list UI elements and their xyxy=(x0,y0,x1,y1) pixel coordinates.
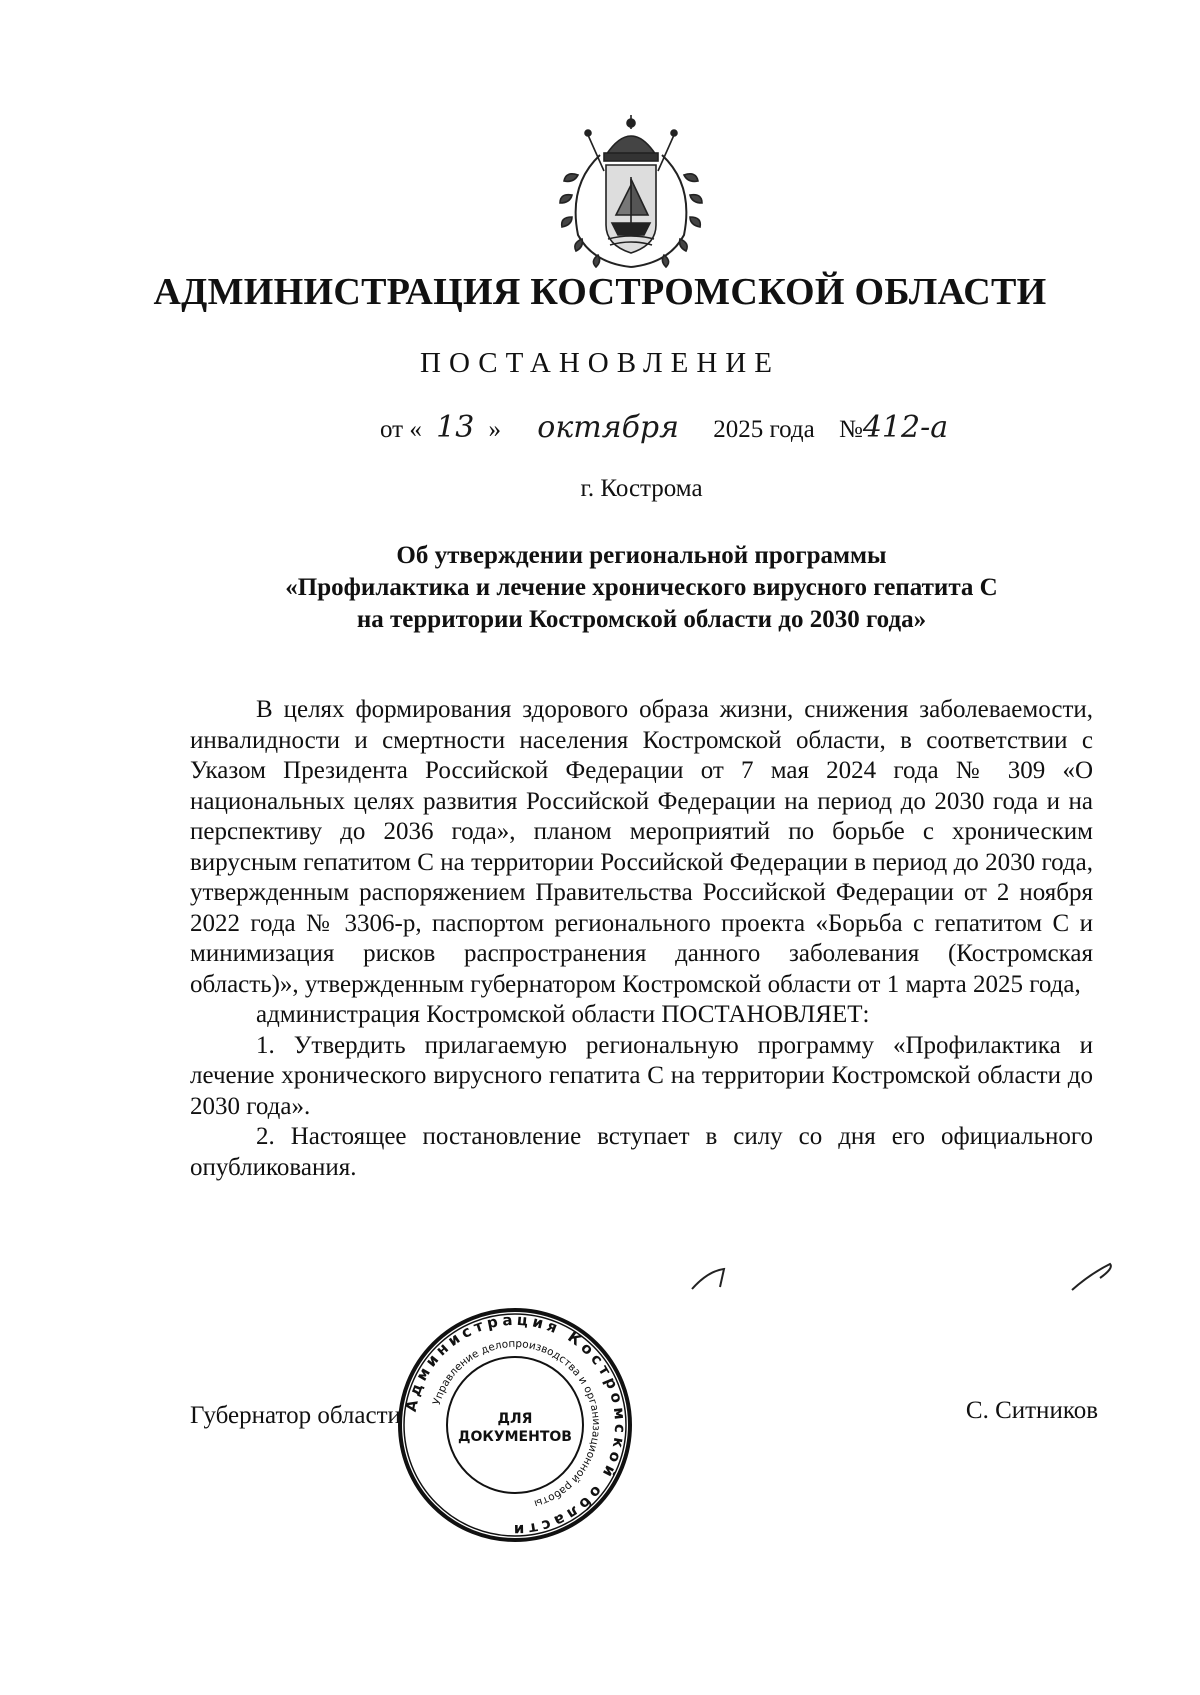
handwritten-mark xyxy=(690,1265,732,1293)
signatory-name: С. Ситников xyxy=(965,1397,1098,1424)
document-heading xyxy=(200,540,1083,636)
handwritten-mark xyxy=(1070,1260,1116,1292)
document-number: 412-а xyxy=(862,410,949,445)
body-paragraph: администрация Костромской области ПОСТАНОВЛЯЕТ: xyxy=(256,1001,870,1028)
date-mid: » xyxy=(488,416,502,443)
date-month: октября xyxy=(537,410,679,445)
date-line xyxy=(380,410,948,445)
document-body xyxy=(190,695,1093,1183)
date-day: 13 xyxy=(436,410,475,445)
signatory-position: Губернатор области xyxy=(190,1402,401,1429)
heading-line: на территории Костромской области до 2030 года» xyxy=(356,606,927,633)
stamp-outer-text: Администрация Костромской области xyxy=(401,1310,630,1540)
document-type: ПОСТАНОВЛЕНИЕ xyxy=(420,347,780,379)
stamp-center-line: ДЛЯ xyxy=(497,1411,533,1427)
coat-of-arms-emblem xyxy=(548,115,714,273)
stamp-inner-text: Управление делопроизводства и организационной работы xyxy=(430,1337,603,1510)
number-prefix: № xyxy=(838,416,863,443)
body-paragraph: В целях формирования здорового образа жизни, снижения заболеваемости, инвалидности и смертности населения Костромской области, в соответствии с Указом Президента Российской Федерации от 7 мая 2024 года № 309 «О национальных целях развития Российской Федерации на период до 2030 года и на перспективу до 2036 года», планом мероприятий по борьбе с хроническим вирусным гепатитом С на территории Российской Федерации в период до 2030 года, утвержденным распоряжением Правительства Российской Федерации от 2 ноября 2022 года № 3306-р, паспортом регионального проекта «Борьба с гепатитом С и минимизация рисков распространения данного заболевания (Костромская область)», утвержденным губернатором Костромской области от 1 марта 2025 года, xyxy=(190,696,1093,998)
body-paragraph: 1. Утвердить прилагаемую региональную программу «Профилактика и лечение хронического вирусного гепатита С на территории Костромской области до 2030 года». xyxy=(190,1031,1093,1120)
body-paragraph: 2. Настоящее постановление вступает в силу со дня его официального опубликования. xyxy=(190,1123,1093,1181)
date-prefix: от « xyxy=(380,416,422,443)
heading-line: Об утверждении региональной программы xyxy=(396,542,887,569)
date-year: 2025 года xyxy=(713,416,815,443)
organization-title: АДМИНИСТРАЦИЯ КОСТРОМСКОЙ ОБЛАСТИ xyxy=(153,271,1047,313)
official-stamp xyxy=(395,1305,635,1545)
city: г. Кострома xyxy=(580,475,703,502)
heading-line: «Профилактика и лечение хронического вирусного гепатита С xyxy=(285,574,998,601)
stamp-center-line: ДОКУМЕНТОВ xyxy=(458,1429,572,1445)
